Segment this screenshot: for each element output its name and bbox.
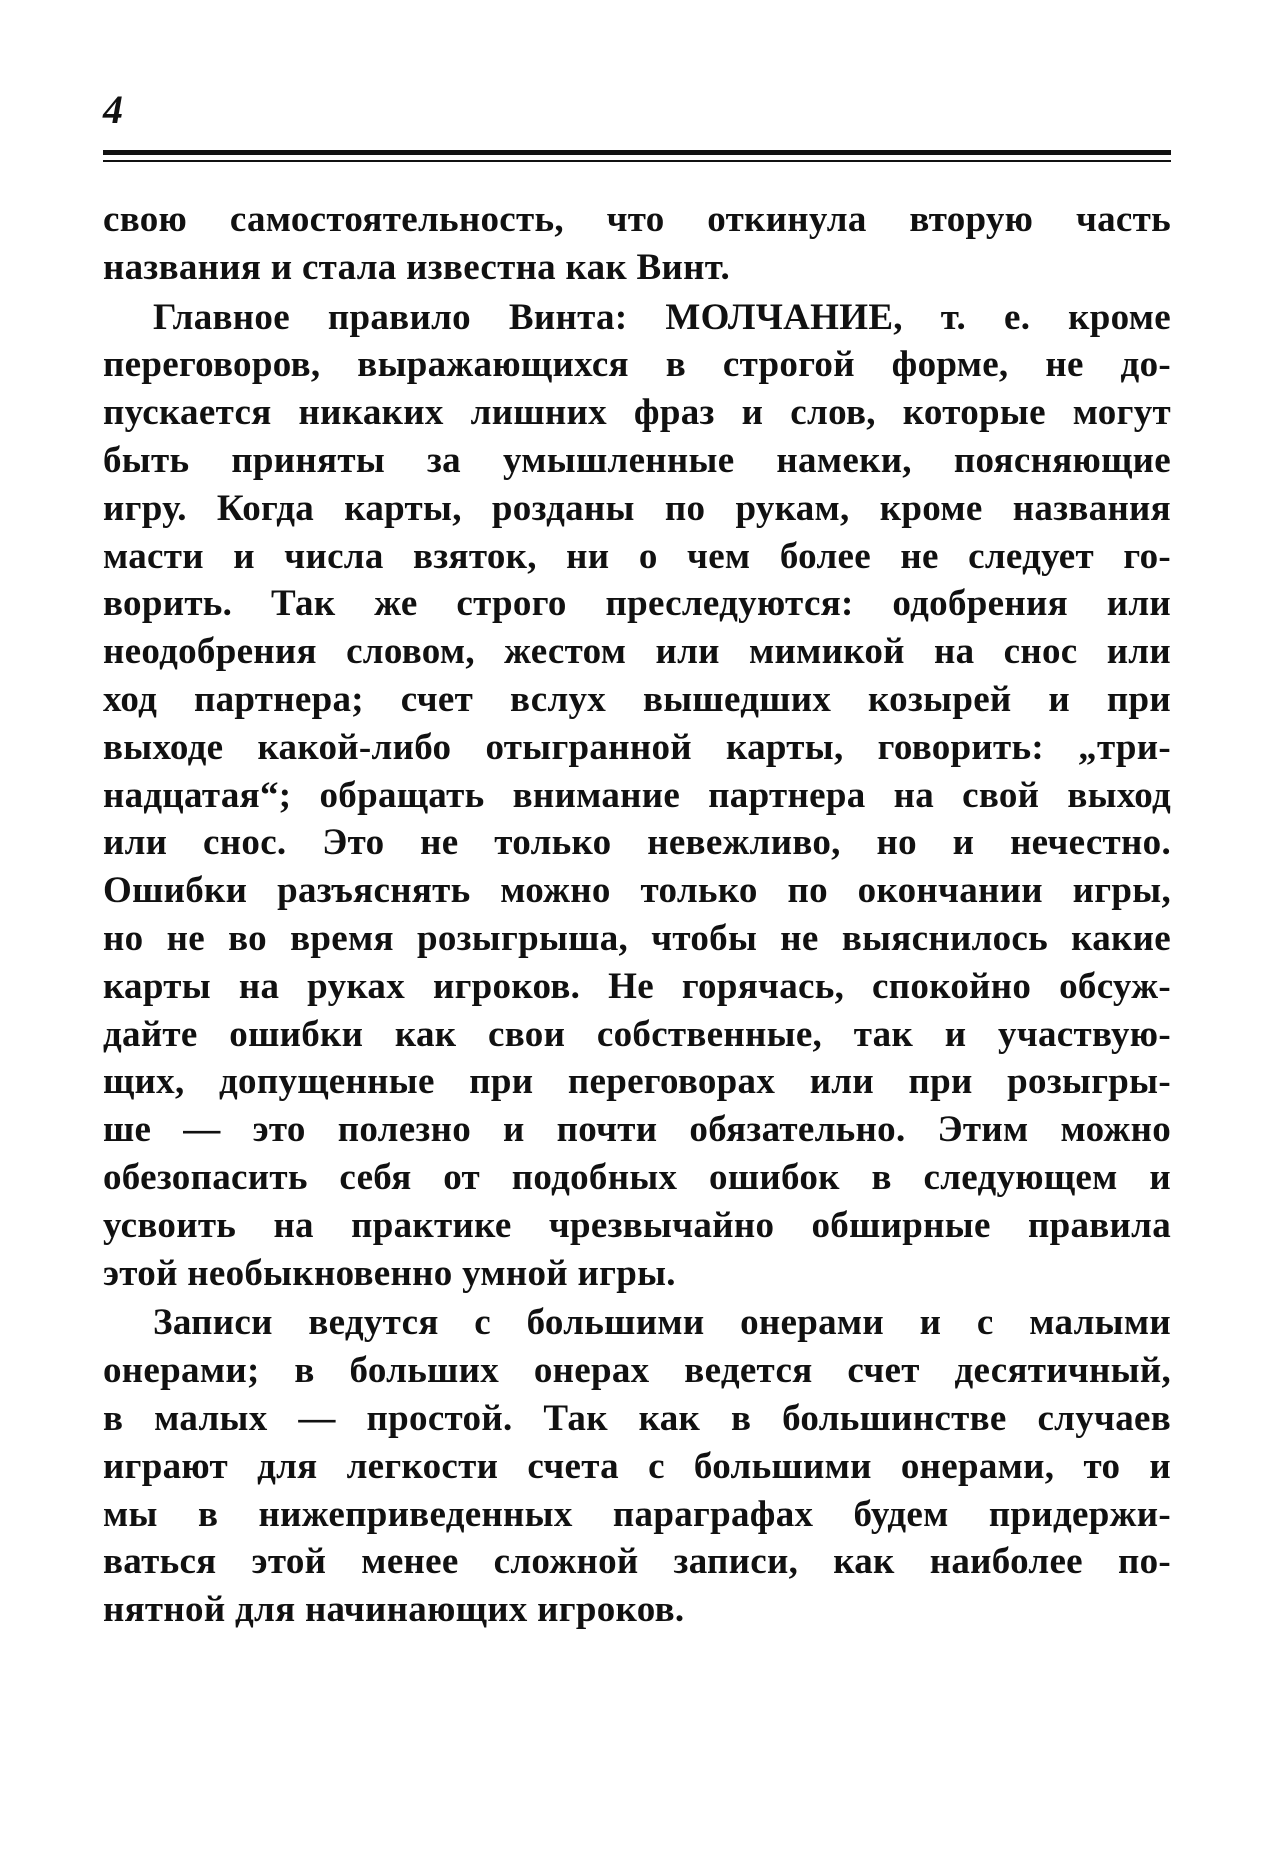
text-line: в малых — простой. Так как в большинстве случаев xyxy=(103,1397,1171,1439)
header-rule-thick xyxy=(103,150,1171,155)
page-number: 4 xyxy=(103,87,123,132)
text-line: мы в нижеприведенных параграфах будем придержи- xyxy=(103,1493,1171,1535)
text-line: Записи ведутся с большими онерами и с малыми xyxy=(153,1302,1171,1344)
text-line: дайте ошибки как свои собственные, так и участвую- xyxy=(103,1013,1171,1055)
text-line: названия и стала известна как Винт. xyxy=(103,246,731,288)
paragraph xyxy=(103,1299,1171,1634)
text-line: но не во время розыгрыша, чтобы не выяснилось какие xyxy=(103,917,1171,959)
text-line: играют для легкости счета с большими онерами, то и xyxy=(103,1445,1171,1487)
text-line: ваться этой менее сложной записи, как наиболее по- xyxy=(103,1541,1171,1583)
text-line: этой необыкновенно умной игры. xyxy=(103,1252,676,1294)
text-line: карты на руках игроков. Не горячась, спокойно обсуж- xyxy=(103,965,1171,1007)
header-rule-thin xyxy=(103,160,1171,162)
text-line: пускается никаких лишних фраз и слов, которые могут xyxy=(103,392,1171,434)
text-line: неодобрения словом, жестом или мимикой на снос или xyxy=(103,631,1171,673)
paragraph xyxy=(103,294,1171,1298)
body-text xyxy=(103,196,1171,1634)
text-line: переговоров, выражающихся в строгой форме, не до- xyxy=(103,344,1171,386)
text-line: ворить. Так же строго преследуются: одобрения или xyxy=(103,583,1171,625)
text-line: ход партнера; счет вслух вышедших козырей и при xyxy=(103,678,1171,720)
paragraph xyxy=(103,196,1171,292)
text-line: ше — это полезно и почти обязательно. Этим можно xyxy=(103,1109,1171,1151)
text-line: Ошибки разъяснять можно только по окончании игры, xyxy=(103,870,1171,912)
text-line: обезопасить себя от подобных ошибок в следующем и xyxy=(103,1156,1171,1198)
text-line: игру. Когда карты, розданы по рукам, кроме названия xyxy=(103,487,1171,529)
text-line: щих, допущенные при переговорах или при розыгры- xyxy=(103,1061,1171,1103)
text-line: выходе какой-либо отыгранной карты, говорить: „три- xyxy=(103,726,1171,768)
text-line: нятной для начинающих игроков. xyxy=(103,1589,685,1631)
text-line: или снос. Это не только невежливо, но и нечестно. xyxy=(103,822,1171,864)
text-line: онерами; в больших онерах ведется счет десятичный, xyxy=(103,1350,1171,1392)
text-line: Главное правило Винта: МОЛЧАНИЕ, т. е. кроме xyxy=(153,296,1171,338)
text-line: усвоить на практике чрезвычайно обширные правила xyxy=(103,1204,1171,1246)
text-line: надцатая“; обращать внимание партнера на свой выход xyxy=(103,774,1171,816)
text-line: свою самостоятельность, что откинула вторую часть xyxy=(103,199,1171,240)
text-line: масти и числа взяток, ни о чем более не следует го- xyxy=(103,535,1171,577)
text-line: быть приняты за умышленные намеки, поясняющие xyxy=(103,439,1171,481)
